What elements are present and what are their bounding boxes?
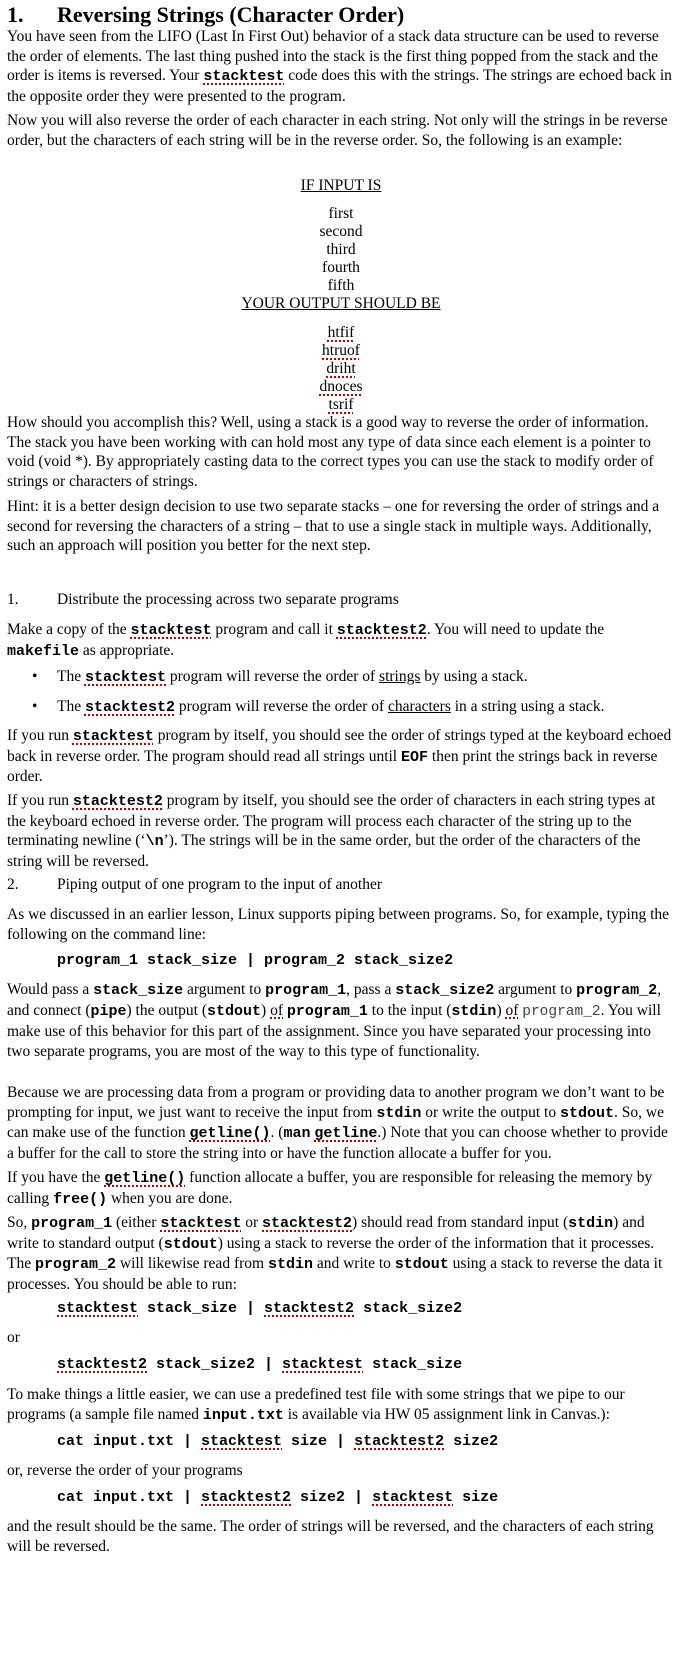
command-example: cat input.txt | stacktest2 size2 | stacktest size <box>57 1489 499 1506</box>
or-text: or <box>7 1329 20 1346</box>
example-input-line: second <box>319 223 363 240</box>
example-input-line: fifth <box>327 277 355 294</box>
command-example: stacktest stack_size | stacktest2 stack_size2 <box>57 1300 463 1317</box>
example-output-line: driht <box>326 360 356 377</box>
command-example: cat input.txt | stacktest size | stacktest2 size2 <box>57 1433 499 1450</box>
example-output-line: htfif <box>327 324 355 341</box>
example-output-line: tsrif <box>328 396 354 413</box>
example-input-list <box>7 204 675 294</box>
example-input-line: first <box>328 205 354 222</box>
example-input-line: third <box>326 241 356 258</box>
piping-intro-paragraph: As we discussed in an earlier lesson, Linux supports piping between programs. So, for example, typing the following on the command line: <box>7 906 670 943</box>
pipe-explanation-paragraph: Would pass a stack_size argument to program_1, pass a stack_size2 argument to program_2, and connect (pipe) the output (stdout) of program_1 to the input (stdin) of program_2. You will make use of this behavior for this part of the assignment. Since you have separated your processing into two separate programs, you are most of the way to this type of functionality. <box>7 981 662 1060</box>
section-heading: 1. Reversing Strings (Character Order) <box>7 2 405 27</box>
step-1-heading: 1. Distribute the processing across two separate programs <box>7 591 399 608</box>
example-output-list <box>7 323 675 413</box>
copy-program-paragraph: Make a copy of the stacktest program and call it stacktest2. You will need to update the makefile as appropriate. <box>7 621 605 660</box>
getline-paragraph: Because we are processing data from a program or providing data to another program we don’t want to be prompting for input, we just want to receive the input from stdin or write the output to stdout. So, we can make use of the function getline(). (man getline.) Note that you can choose whether to provide a buffer for the call to store the string into or have the function allocate a buffer for you. <box>7 1084 668 1162</box>
command-example: program_1 stack_size | program_2 stack_size2 <box>57 952 454 969</box>
step-2-heading: 2. Piping output of one program to the input of another <box>7 876 383 893</box>
command-example: stacktest2 stack_size2 | stacktest stack_size <box>57 1356 463 1373</box>
result-paragraph: and the result should be the same. The order of strings will be reversed, and the characters of each string will be reversed. <box>7 1518 654 1555</box>
intro-paragraph: You have seen from the LIFO (Last In First Out) behavior of a stack data structure can be used to reverse the order of elements. The last thing pushed into the stack is the first thing popped from the stack and the order is items is reversed. Your stacktest code does this with the strings. The strings are echoed back in the opposite order they were presented to the program. <box>7 28 672 105</box>
example-output-line: htruof <box>322 342 360 359</box>
example-input-label: IF INPUT IS <box>300 177 382 194</box>
program-roles-paragraph: So, program_1 (either stacktest or stacktest2) should read from standard input (stdin) and write to standard output (stdout) using a stack to reverse the order of the information that it processes. The program_2 will likewise read from stdin and write to stdout using a stack to reverse the data it processes. You should be able to run: <box>7 1214 663 1293</box>
reverse-characters-paragraph: Now you will also reverse the order of each character in each string. Not only will the strings in be reverse order, but the characters of each string will be in the reverse order. So, the following is an example: <box>7 112 668 149</box>
or-reverse-text: or, reverse the order of your programs <box>7 1462 243 1479</box>
input-file-paragraph: To make things a little easier, we can use a predefined test file with some strings that we pipe to our programs (a sample file named input.txt is available via HW 05 assignment link in Canvas.): <box>7 1386 625 1424</box>
example-output-label: YOUR OUTPUT SHOULD BE <box>241 295 441 312</box>
run-stacktest-paragraph: If you run stacktest program by itself, you should see the order of strings typed at the keyboard echoed back in reverse order. The program should read all strings until EOF then print the strings back in reverse order. <box>7 727 672 785</box>
free-memory-paragraph: If you have the getline() function allocate a buffer, you are responsible for releasing the memory by calling free() when you are done. <box>7 1169 653 1208</box>
run-stacktest2-paragraph: If you run stacktest2 program by itself, you should see the order of characters in each string types at the keyboard echoed in reverse order. The program will process each character of the string up to the terminating newline (‘\n’). The strings will be in the same order, but the order of the characters of the string will be reversed. <box>7 792 656 870</box>
approach-paragraph: How should you accomplish this? Well, using a stack is a good way to reverse the order of information. The stack you have been working with can hold most any type of data since each element is a pointer to void (void *). By appropriately casting data to the correct types you can use the stack to modify order of strings or characters of strings. <box>7 414 654 490</box>
example-output-line: dnoces <box>319 378 363 395</box>
example-input-line: fourth <box>322 259 360 276</box>
hint-paragraph: Hint: it is a better design decision to use two separate stacks – one for reversing the order of strings and a second for reversing the characters of a string – that to use a single stack in multiple ways. Additionally, such an approach will position you better for the next step. <box>7 498 660 554</box>
